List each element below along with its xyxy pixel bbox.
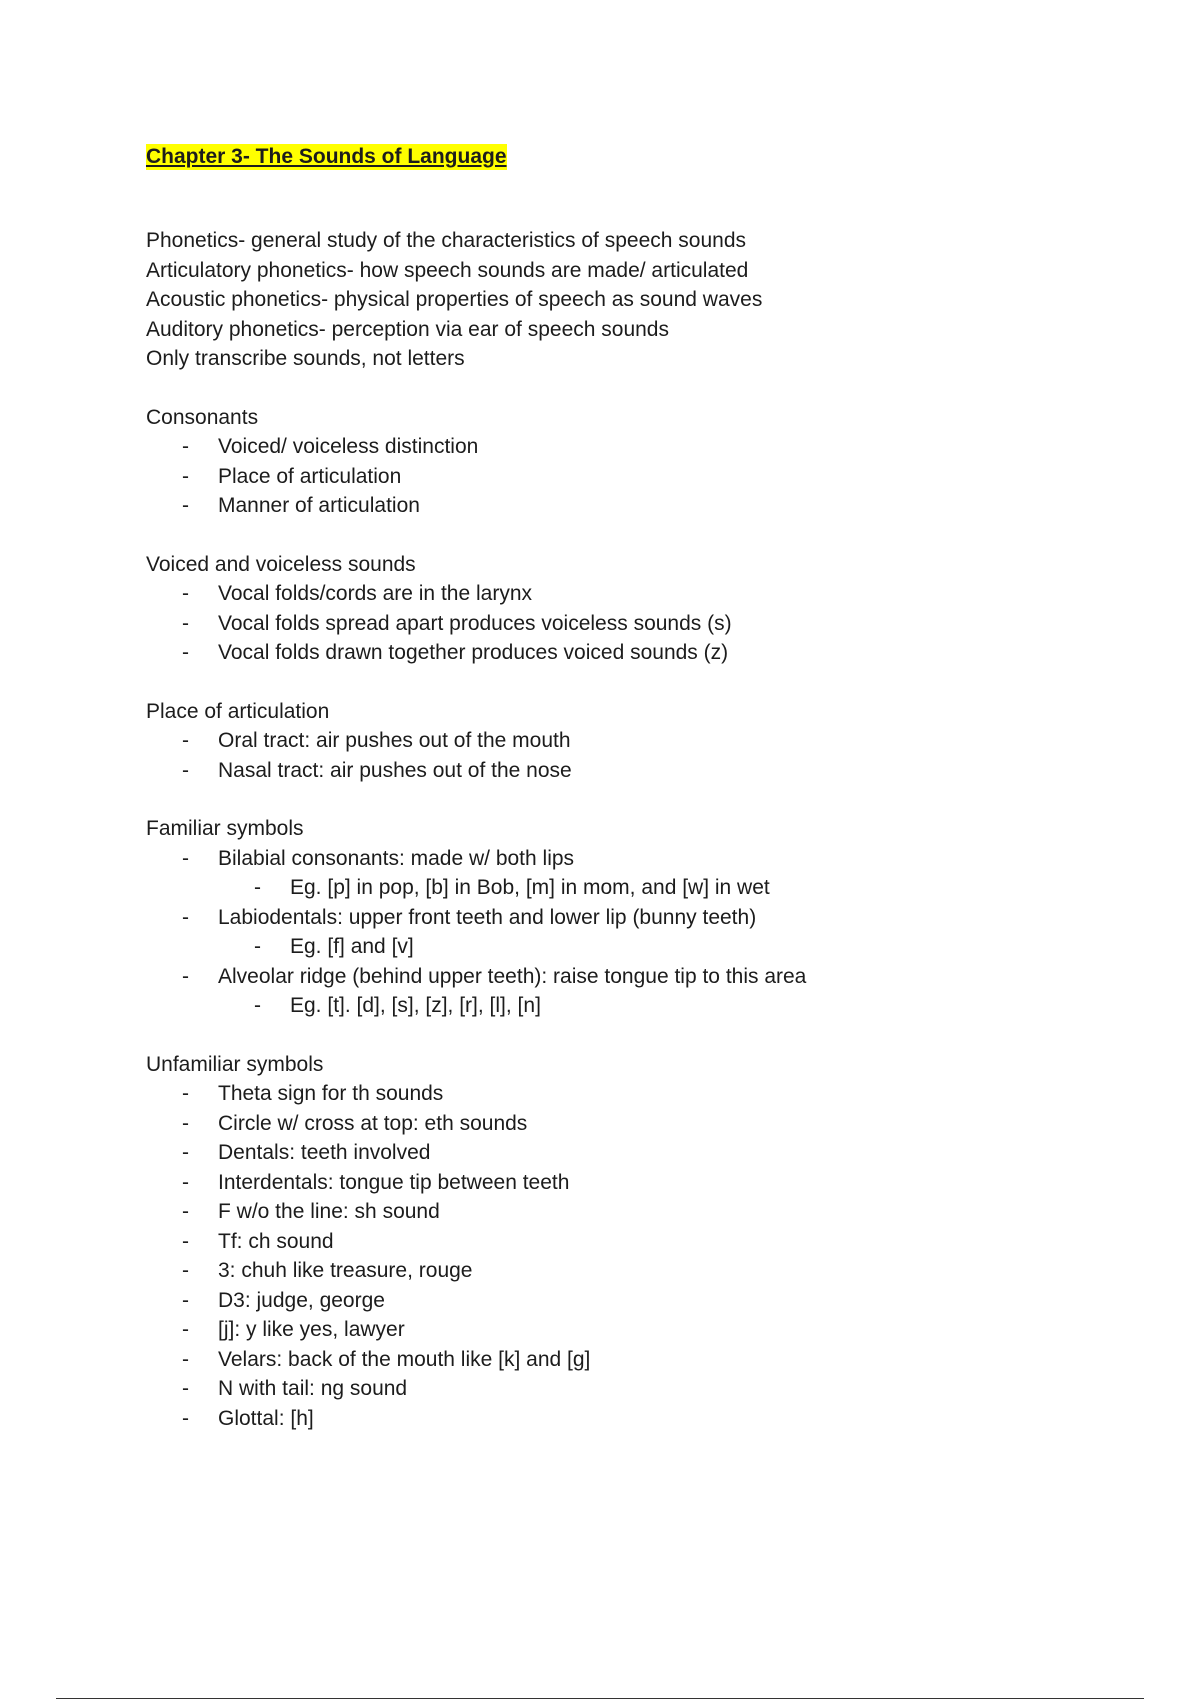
list-item: [146, 1315, 1146, 1345]
list-item: [146, 579, 1146, 609]
bullet-dash: -: [182, 611, 189, 635]
list-item-text: Bilabial consonants: made w/ both lips: [218, 846, 575, 870]
bullet-dash: -: [182, 1170, 189, 1194]
list-item-text: Glottal: [h]: [218, 1406, 314, 1430]
list-item: [146, 609, 1146, 639]
bullet-dash: -: [182, 1406, 189, 1430]
bullet-dash: -: [182, 1111, 189, 1135]
list-item-text: 3: chuh like treasure, rouge: [218, 1259, 473, 1282]
list-item: [146, 432, 1146, 462]
list-item: [146, 903, 1146, 933]
list-item-text: D3: judge, george: [218, 1288, 385, 1312]
place-section: [146, 697, 1146, 786]
bullet-dash: -: [182, 435, 189, 458]
bullet-dash: -: [182, 464, 189, 488]
bullet-dash: -: [182, 641, 189, 664]
list-item: [146, 462, 1146, 492]
list-item-text: Interdentals: tongue tip between teeth: [218, 1170, 570, 1194]
intro-section: [146, 226, 1146, 374]
section-heading: Voiced and voiceless sounds: [146, 552, 416, 576]
list-item: [146, 1197, 1146, 1227]
list-item-text: Dentals: teeth involved: [218, 1141, 431, 1164]
list-item: [146, 1256, 1146, 1286]
page-title: Chapter 3- The Sounds of Language: [146, 145, 507, 168]
section-heading: Place of articulation: [146, 699, 330, 723]
list-item-text: Vocal folds/cords are in the larynx: [218, 582, 532, 605]
list-item: [146, 1345, 1146, 1375]
list-item-text: N with tail: ng sound: [218, 1377, 408, 1400]
intro-line: Acoustic phonetics- physical properties of speech as sound waves: [146, 288, 763, 311]
list-item: [146, 1138, 1146, 1168]
bullet-dash: -: [182, 1288, 189, 1312]
bullet-dash: -: [182, 1141, 189, 1164]
consonants-section: [146, 403, 1146, 521]
bullet-dash: -: [182, 905, 189, 929]
list-item: [146, 962, 1146, 992]
intro-line: Phonetics- general study of the characteristics of speech sounds: [146, 229, 746, 252]
bullet-dash: -: [182, 1082, 189, 1105]
bullet-dash: -: [182, 729, 189, 752]
list-item-text: Circle w/ cross at top: eth sounds: [218, 1111, 528, 1135]
list-item-text: Eg. [p] in pop, [b] in Bob, [m] in mom, and [w] in wet: [290, 876, 770, 899]
list-item-text: Vocal folds spread apart produces voiceless sounds (s): [218, 611, 732, 635]
bullet-dash: -: [254, 994, 261, 1017]
list-item-text: Vocal folds drawn together produces voiced sounds (z): [218, 641, 729, 664]
list-item-text: Velars: back of the mouth like [k] and [g]: [218, 1347, 591, 1371]
list-item-text: Manner of articulation: [218, 494, 420, 517]
list-item-text: Oral tract: air pushes out of the mouth: [218, 729, 571, 752]
bullet-dash: -: [182, 1259, 189, 1282]
bullet-dash: -: [182, 964, 189, 988]
intro-line: Auditory phonetics- perception via ear of speech sounds: [146, 317, 669, 341]
bullet-dash: -: [182, 582, 189, 605]
list-item: [146, 1286, 1146, 1316]
list-item-text: F w/o the line: sh sound: [218, 1200, 440, 1223]
list-item-text: Labiodentals: upper front teeth and lower lip (bunny teeth): [218, 905, 757, 929]
list-item-text: Nasal tract: air pushes out of the nose: [218, 758, 572, 782]
bullet-dash: -: [182, 1229, 189, 1253]
list-item-text: [j]: y like yes, lawyer: [218, 1318, 405, 1341]
list-item: [146, 756, 1146, 786]
bullet-dash: -: [182, 846, 189, 870]
list-item: [146, 491, 1146, 521]
section-heading: Unfamiliar symbols: [146, 1052, 324, 1076]
list-item: [146, 1168, 1146, 1198]
sub-list-item: [146, 873, 1146, 903]
bullet-dash: -: [182, 494, 189, 517]
list-item-text: Eg. [t]. [d], [s], [z], [r], [l], [n]: [290, 994, 541, 1017]
list-item: [146, 638, 1146, 668]
list-item: [146, 1404, 1146, 1434]
bullet-dash: -: [182, 1377, 189, 1400]
list-item: [146, 1109, 1146, 1139]
page-bottom-rule: [56, 1698, 1144, 1699]
list-item: [146, 726, 1146, 756]
list-item-text: Voiced/ voiceless distinction: [218, 435, 479, 458]
list-item-text: Alveolar ridge (behind upper teeth): raise tongue tip to this area: [218, 964, 807, 988]
list-item: [146, 1079, 1146, 1109]
bullet-dash: -: [182, 1347, 189, 1371]
list-item: [146, 1227, 1146, 1257]
bullet-dash: -: [182, 1200, 189, 1223]
intro-line: Articulatory phonetics- how speech sounds are made/ articulated: [146, 258, 749, 282]
list-item-text: Place of articulation: [218, 464, 402, 488]
list-item-text: Theta sign for th sounds: [218, 1082, 444, 1105]
section-heading: Familiar symbols: [146, 817, 304, 840]
sub-list-item: [146, 932, 1146, 962]
sub-list-item: [146, 991, 1146, 1021]
bullet-dash: -: [182, 758, 189, 782]
list-item: [146, 1374, 1146, 1404]
list-item-text: Tf: ch sound: [218, 1229, 334, 1253]
list-item: [146, 844, 1146, 874]
bullet-dash: -: [254, 935, 261, 958]
unfamiliar-section: [146, 1050, 1146, 1434]
document-page: [146, 144, 1146, 1433]
voiced-section: [146, 550, 1146, 668]
list-item-text: Eg. [f] and [v]: [290, 935, 414, 958]
bullet-dash: -: [254, 876, 261, 899]
intro-line: Only transcribe sounds, not letters: [146, 347, 465, 370]
bullet-dash: -: [182, 1318, 189, 1341]
familiar-section: [146, 814, 1146, 1021]
section-heading: Consonants: [146, 405, 259, 429]
